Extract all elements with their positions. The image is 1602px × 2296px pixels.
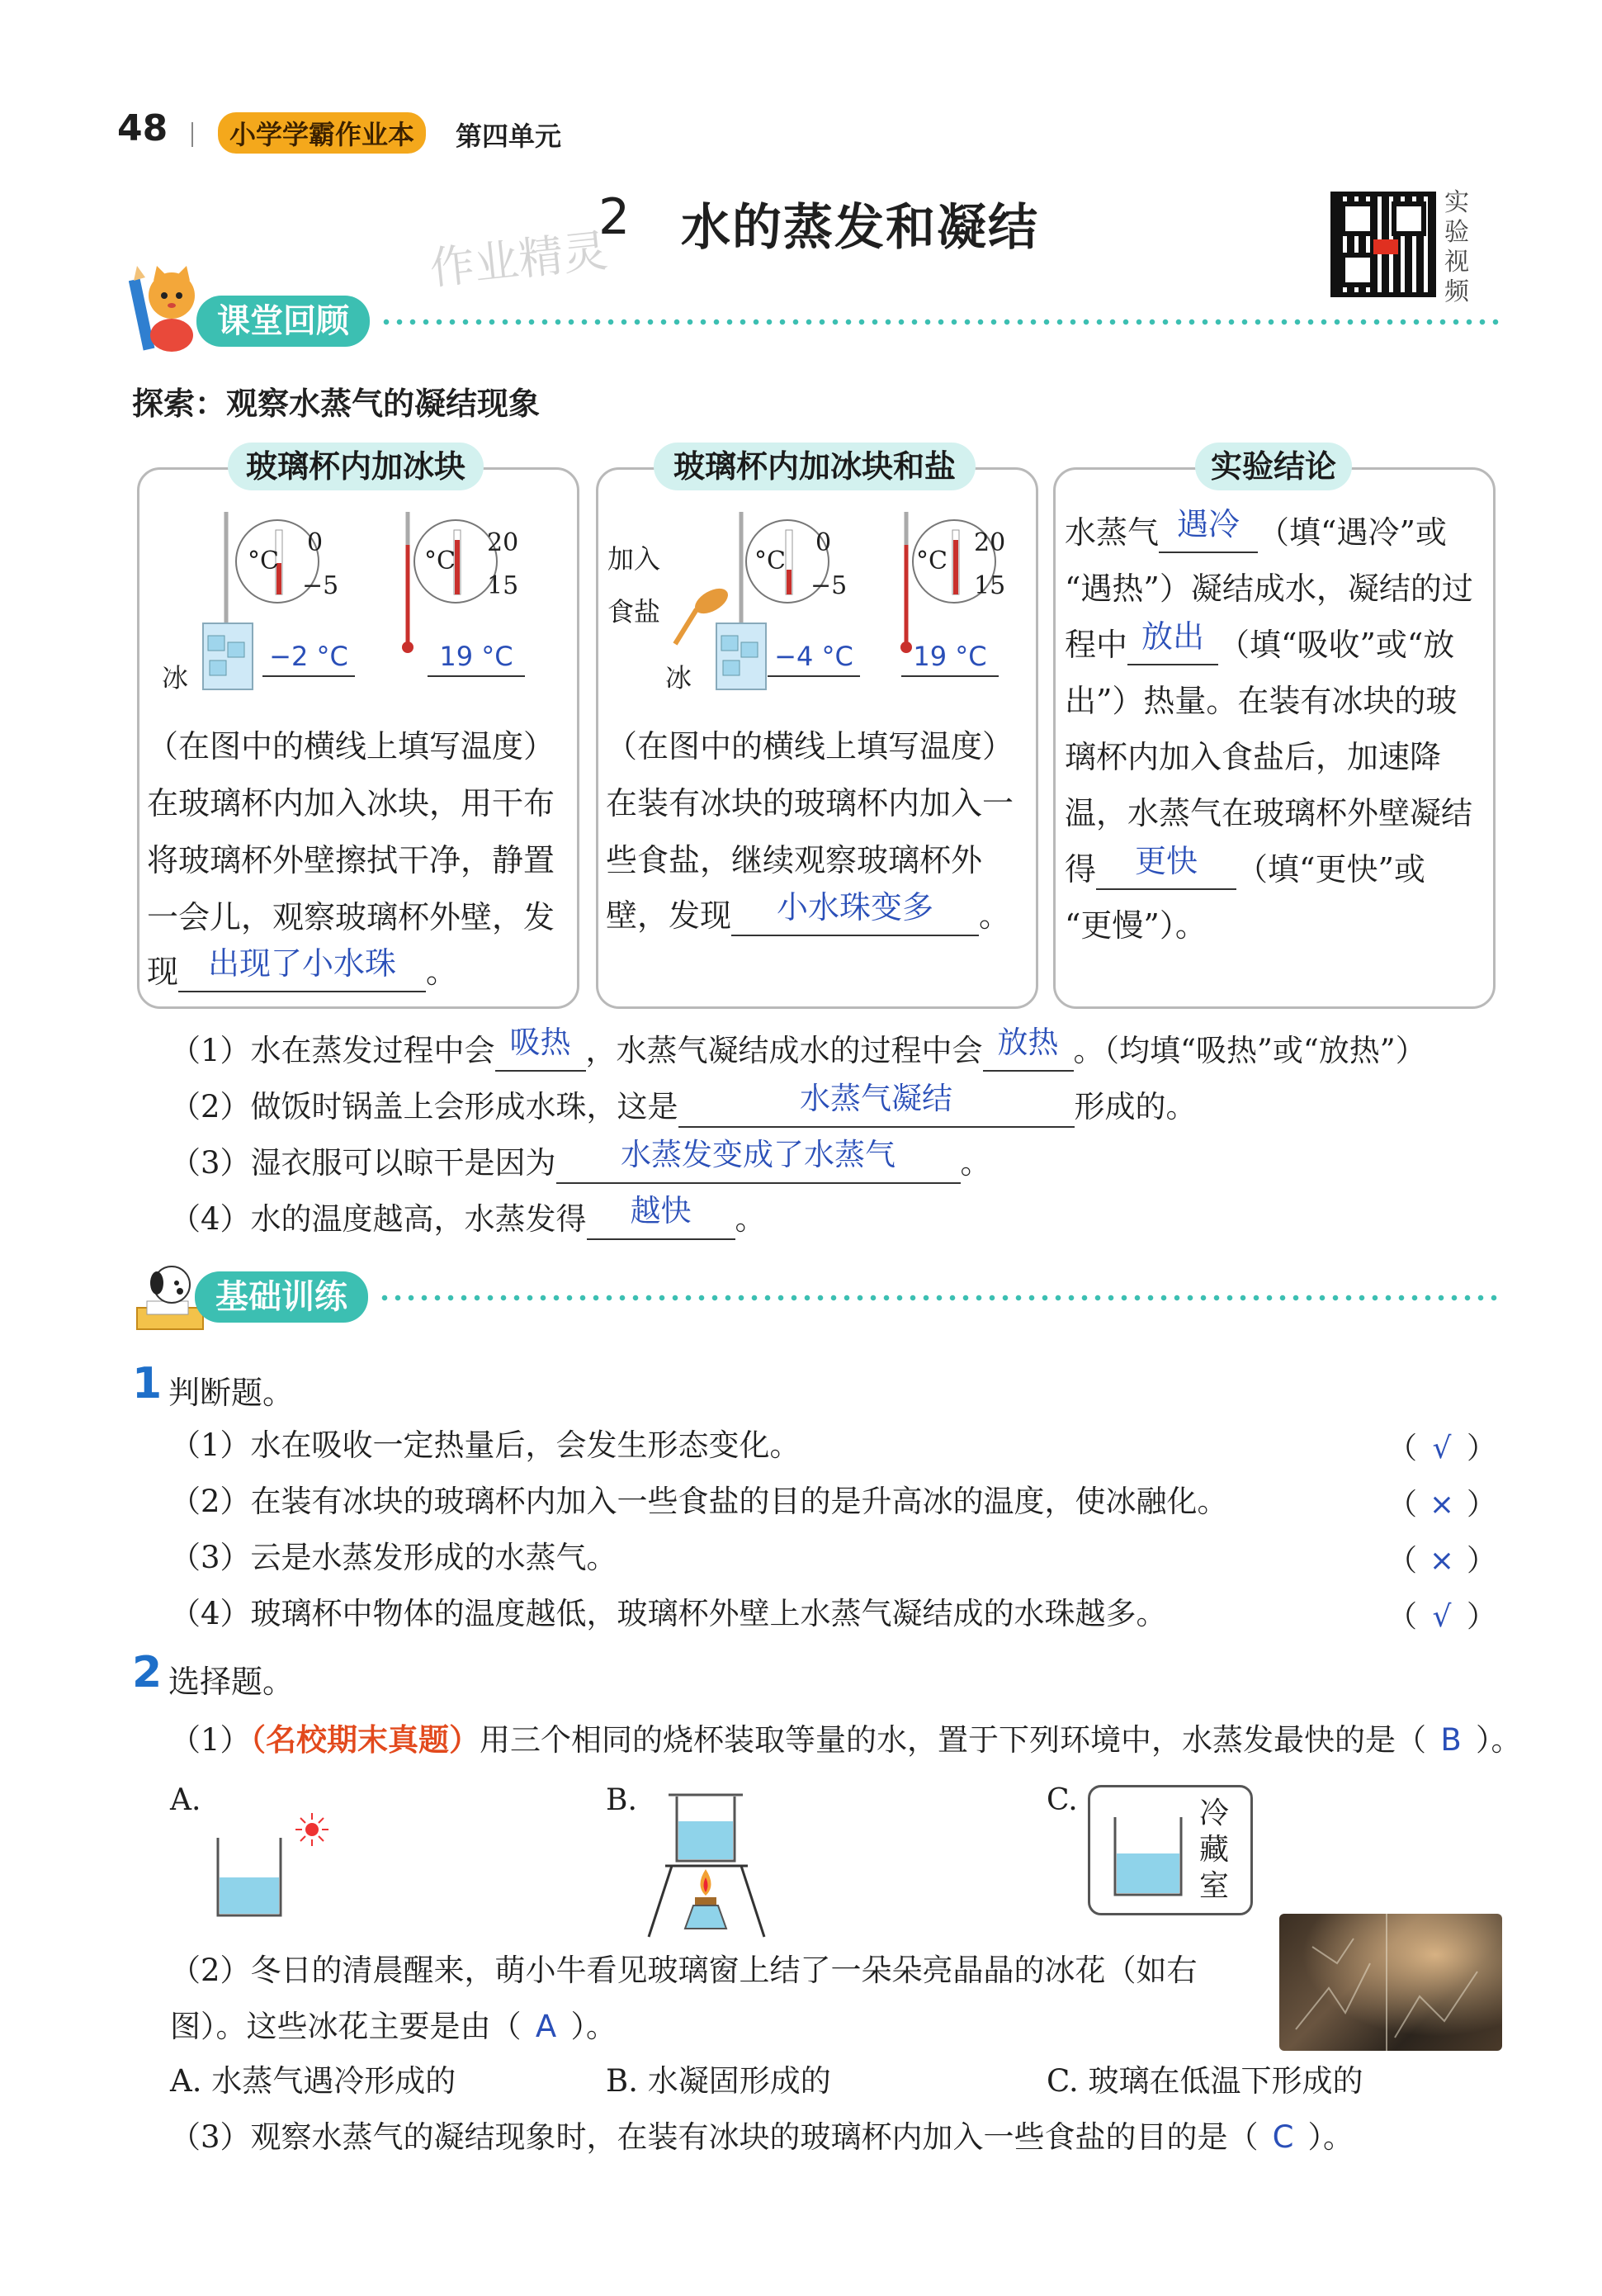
card-ice-salt-answer: 小水珠变多 bbox=[777, 889, 934, 926]
conclusion-l7-post: （填“更快”或 bbox=[1236, 851, 1425, 888]
conclusion-line-5: 璃杯内加入食盐后，加速降 bbox=[1065, 739, 1442, 775]
header-divider bbox=[191, 122, 193, 147]
card-ice-salt-temp-a: −4 °C bbox=[768, 641, 860, 677]
watermark: 作业精灵 bbox=[427, 224, 611, 296]
q2-s1-pre: （1） bbox=[170, 1722, 251, 1758]
card-ice-title: 玻璃杯内加冰块 bbox=[228, 443, 484, 490]
card-ice-salt-answer-line bbox=[606, 889, 1011, 936]
fill-1-answer-1: 吸热 bbox=[509, 1025, 571, 1060]
q2-sub-3 bbox=[170, 2117, 1354, 2158]
conclusion-l3-post: （填“吸收”或“放 bbox=[1218, 627, 1455, 663]
fridge-beaker-figure bbox=[1088, 1785, 1253, 1915]
cat-pencil-mascot-icon bbox=[129, 263, 203, 353]
q2-sub-1 bbox=[170, 1719, 1522, 1761]
q2-sub-2-option-a: A. 水蒸气遇冷形成的 bbox=[170, 2063, 456, 2099]
card-ice-text-tail: 现 bbox=[147, 954, 179, 990]
q2-number: 2 bbox=[132, 1648, 163, 1697]
conclusion-l1-post: （填“遇冷”或 bbox=[1258, 514, 1447, 551]
card-ice-salt-thermo-a-unit: °C bbox=[754, 547, 786, 575]
card-ice-temp-b: 19 °C bbox=[428, 641, 525, 677]
q2-s3-pre: （3）观察水蒸气的凝结现象时，在装有冰块的玻璃杯内加入一些食盐的目的是（ bbox=[170, 2119, 1259, 2155]
card-ice-instruction: （在图中的横线上填写温度） bbox=[147, 728, 555, 765]
conclusion-answer-1: 遇冷 bbox=[1177, 506, 1240, 542]
q1-title: 判断题。 bbox=[168, 1375, 295, 1411]
card-ice-end: 。 bbox=[426, 954, 458, 990]
sunny-beaker-figure bbox=[206, 1808, 338, 1924]
card-ice-answer-line bbox=[147, 945, 458, 992]
section-practice-dots bbox=[378, 1295, 1502, 1301]
page-number: 48 bbox=[117, 107, 168, 149]
fill-item-4 bbox=[170, 1193, 766, 1240]
card-ice-thermo-a-unit: °C bbox=[248, 547, 279, 575]
q2-sub-2-option-b: B. 水凝固形成的 bbox=[606, 2063, 831, 2099]
card-ice-salt-text: 在装有冰块的玻璃杯内加入一些食盐，继续观察玻璃杯外 bbox=[606, 785, 1014, 878]
q2-s1-tag: （名校期末真题） bbox=[250, 1721, 480, 1758]
card-conclusion-title: 实验结论 bbox=[1195, 443, 1352, 490]
q2-opt-a-label: A. bbox=[170, 1783, 201, 1817]
card-ice-salt-instruction: （在图中的横线上填写温度） bbox=[606, 728, 1014, 765]
q1-item-3: （3）云是水蒸发形成的水蒸气。 bbox=[170, 1540, 617, 1575]
q2-sub-2-option-c: C. 玻璃在低温下形成的 bbox=[1047, 2063, 1363, 2099]
q2-s1-answer: B bbox=[1440, 1722, 1462, 1758]
q2-s3-end: ）。 bbox=[1307, 2119, 1354, 2155]
conclusion-l7-pre: 得 bbox=[1065, 851, 1097, 888]
q1-answer-3: （ × ） bbox=[1387, 1544, 1496, 1578]
card-ice-salt-salt-label: 食盐 bbox=[607, 596, 661, 627]
fill-3-pre: （3）湿衣服可以晾干是因为 bbox=[170, 1145, 556, 1181]
fill-1-answer-2: 放热 bbox=[997, 1025, 1059, 1060]
fill-1-mid: ，水蒸气凝结成水的过程中会 bbox=[585, 1033, 983, 1068]
q1-answer-4: （ √ ） bbox=[1387, 1600, 1496, 1634]
fill-4-answer: 越快 bbox=[630, 1193, 692, 1228]
conclusion-answer-3: 更快 bbox=[1135, 843, 1198, 879]
fill-4-post: 。 bbox=[735, 1201, 766, 1237]
lesson-title: 水的蒸发和凝结 bbox=[681, 199, 1039, 257]
fill-2-post: 形成的。 bbox=[1074, 1089, 1197, 1124]
card-ice-salt-temp-b: 19 °C bbox=[901, 641, 999, 677]
unit-label: 第四单元 bbox=[456, 121, 562, 152]
card-ice-salt-thermo-b-tick-bottom: 15 bbox=[974, 571, 1006, 600]
conclusion-line-3 bbox=[1065, 618, 1455, 665]
card-ice-salt-text-tail: 壁，发现 bbox=[606, 897, 732, 934]
section-review-label: 课堂回顾 bbox=[196, 296, 370, 347]
q1-item-2: （2）在装有冰块的玻璃杯内加入一些食盐的目的是升高冰的温度，使冰融化。 bbox=[170, 1484, 1228, 1519]
qr-code[interactable] bbox=[1330, 192, 1436, 297]
card-ice-text: 在玻璃杯内加入冰块，用干布将玻璃杯外壁擦拭干净，静置一会儿，观察玻璃杯外壁，发 bbox=[147, 785, 555, 935]
fill-1-post: 。（均填“吸热”或“放热”） bbox=[1073, 1033, 1426, 1068]
fill-3-answer: 水蒸发变成了水蒸气 bbox=[621, 1137, 896, 1172]
fill-item-2 bbox=[170, 1081, 1197, 1128]
lesson-number: 2 bbox=[598, 188, 631, 246]
fill-4-pre: （4）水的温度越高，水蒸发得 bbox=[170, 1201, 587, 1237]
card-ice-salt-thermo-b-unit: °C bbox=[916, 547, 947, 575]
card-ice-salt-thermo-a-tick-top: 0 bbox=[815, 528, 832, 557]
q2-title: 选择题。 bbox=[168, 1664, 295, 1700]
conclusion-line-7 bbox=[1065, 843, 1425, 890]
fill-1-pre: （1）水在蒸发过程中会 bbox=[170, 1033, 495, 1068]
card-ice-thermo-b-tick-top: 20 bbox=[487, 528, 519, 557]
q2-s2-pre: 图）。这些冰花主要是由（ bbox=[170, 2009, 522, 2044]
q2-s3-answer: C bbox=[1272, 2119, 1294, 2155]
card-ice-answer: 出现了小水珠 bbox=[208, 945, 397, 982]
q2-s1-end: ）。 bbox=[1476, 1722, 1522, 1758]
card-ice-salt-title: 玻璃杯内加冰块和盐 bbox=[654, 443, 976, 490]
fill-2-answer: 水蒸气凝结 bbox=[800, 1081, 953, 1116]
conclusion-line-2: “遇热”）凝结成水，凝结的过 bbox=[1065, 570, 1473, 607]
card-ice-salt-thermo-a-tick-bottom: −5 bbox=[810, 571, 848, 600]
conclusion-line-8: “更慢”）。 bbox=[1065, 907, 1207, 944]
card-ice-salt-thermo-b-tick-top: 20 bbox=[974, 528, 1006, 557]
q2-opt-b-label: B. bbox=[606, 1783, 637, 1817]
q1-answer-1: （ √ ） bbox=[1387, 1432, 1496, 1465]
card-ice-salt-ice-label: 冰 bbox=[665, 662, 692, 694]
q2-s1-text: 用三个相同的烧杯装取等量的水，置于下列环境中，水蒸发最快的是（ bbox=[480, 1722, 1427, 1758]
fill-item-3 bbox=[170, 1137, 991, 1184]
conclusion-l1-pre: 水蒸气 bbox=[1065, 514, 1160, 551]
book-badge: 小学学霸作业本 bbox=[218, 112, 426, 154]
card-ice-salt-end: 。 bbox=[979, 897, 1011, 934]
frost-window-photo bbox=[1279, 1914, 1502, 2051]
qr-label: 实验视频 bbox=[1444, 188, 1469, 306]
q1-number: 1 bbox=[132, 1359, 163, 1408]
card-ice-thermo-b-tick-bottom: 15 bbox=[487, 571, 519, 600]
conclusion-line-6: 温，水蒸气在玻璃杯外壁凝结 bbox=[1065, 795, 1473, 831]
q2-s2-post: ）。 bbox=[570, 2009, 617, 2044]
conclusion-answer-2: 放出 bbox=[1141, 618, 1205, 655]
card-ice-thermo-b-unit: °C bbox=[424, 547, 456, 575]
card-ice-salt-add-label: 加入 bbox=[607, 543, 661, 575]
q1-item-4: （4）玻璃杯中物体的温度越低，玻璃杯外壁上水蒸气凝结成的水珠越多。 bbox=[170, 1596, 1167, 1631]
card-ice-temp-a: −2 °C bbox=[262, 641, 355, 677]
conclusion-line-4: 出”）热量。在装有冰块的玻 bbox=[1065, 683, 1458, 719]
card-ice-thermo-a-tick-top: 0 bbox=[307, 528, 324, 557]
fill-item-1 bbox=[170, 1025, 1426, 1072]
q2-opt-c-label: C. bbox=[1047, 1783, 1078, 1817]
card-ice-thermo-a-tick-bottom: −5 bbox=[302, 571, 339, 600]
q1-item-1: （1）水在吸收一定热量后，会发生形态变化。 bbox=[170, 1427, 801, 1463]
burner-beaker-figure bbox=[644, 1783, 776, 1940]
card-ice-ice-label: 冰 bbox=[162, 662, 189, 694]
fridge-label: 冷藏室 bbox=[1199, 1797, 1230, 1903]
fill-3-post: 。 bbox=[960, 1145, 991, 1181]
q2-s2-answer: A bbox=[535, 2009, 557, 2044]
conclusion-l3-pre: 程中 bbox=[1065, 627, 1128, 663]
q2-sub-2-line-1: （2）冬日的清晨醒来，萌小牛看见玻璃窗上结了一朵朵亮晶晶的冰花（如右 bbox=[170, 1953, 1198, 1988]
explore-title: 探索：观察水蒸气的凝结现象 bbox=[132, 386, 541, 422]
conclusion-line-1 bbox=[1065, 506, 1447, 553]
q1-answer-2: （ × ） bbox=[1387, 1488, 1496, 1522]
q2-sub-2-line-2 bbox=[170, 2006, 617, 2047]
section-practice-label: 基础训练 bbox=[195, 1271, 368, 1323]
section-review-dots bbox=[380, 319, 1502, 325]
fill-2-pre: （2）做饭时锅盖上会形成水珠，这是 bbox=[170, 1089, 678, 1124]
